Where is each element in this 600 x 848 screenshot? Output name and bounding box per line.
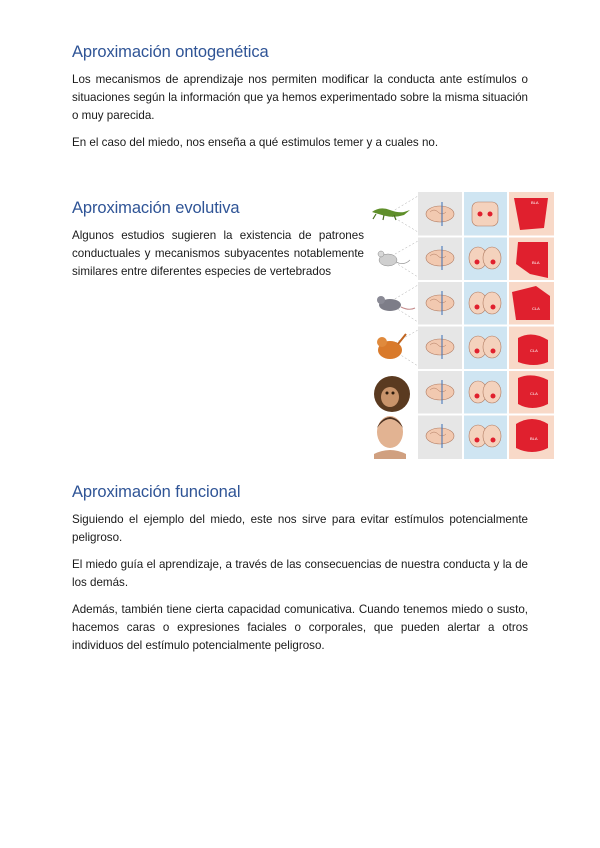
paragraph-ontogenetica-2: En el caso del miedo, nos enseña a qué estimulos temer y a cuales no. [72,136,439,149]
species-brain-comparison-figure [368,192,554,459]
region-label: BLA [530,436,538,441]
mouse-icon [378,251,410,266]
paragraph-funcional-3: Además, también tiene cierta capacidad comunicativa. Cuando tenemos miedo o susto, hacemos caras o expresiones faciales o corporales, que pueden alertar a otros individuos del estímulo potencialmente peligroso. [72,603,528,652]
monkey-icon [374,376,410,412]
section-title-evolutiva: Aproximación evolutiva [72,199,240,217]
lizard-icon [372,208,410,220]
section-title-funcional: Aproximación funcional [72,483,241,501]
human-icon [374,416,406,459]
paragraph-ontogenetica-1: Los mecanismos de aprendizaje nos permiten modificar la conducta ante estímulos o situaciones según la información que ya hemos experimentado sobre la misma situación o muy parecida. [72,73,528,122]
paragraph-funcional-1: Siguiendo el ejemplo del miedo, este nos sirve para evitar estímulos potencialmente peligroso. [72,513,528,544]
region-label: CLA [530,348,538,353]
region-label: BLA [531,200,539,205]
region-label: CLA [530,391,538,396]
section-title-ontogenetica: Aproximación ontogenética [72,43,269,61]
region-label: CLA [532,306,540,311]
paragraph-funcional-2: El miedo guía el aprendizaje, a través de las consecuencias de nuestra conducta y la de los demás. [72,558,528,589]
paragraph-evolutiva-1: Algunos estudios sugieren la existencia de patrones conductuales y mecanismos subyacentes notablemente similares entre diferentes especies de vertebrados [72,229,364,278]
tree-shrew-icon [377,334,406,359]
region-label: BLA [532,260,540,265]
